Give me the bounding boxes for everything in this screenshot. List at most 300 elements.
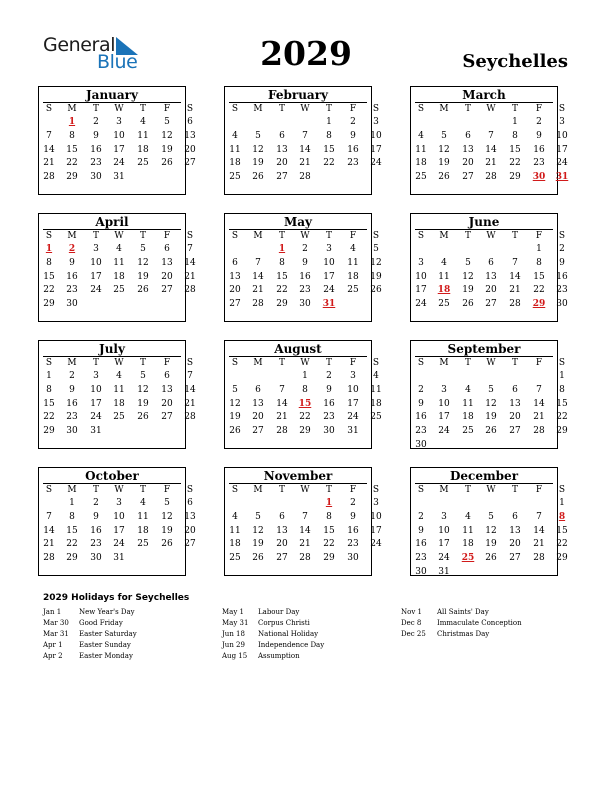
- month-march: [410, 86, 569, 195]
- weekday-header: [411, 357, 566, 369]
- weekday-label: S: [417, 485, 425, 495]
- day-cell: 20: [462, 158, 474, 169]
- holiday-name: Christmas Day: [437, 630, 490, 638]
- day-cell: 26: [485, 553, 497, 564]
- day-cell: 24: [438, 426, 450, 437]
- day-cell: 7: [302, 511, 308, 522]
- day-cell: 13: [161, 384, 173, 395]
- weekday-label: F: [349, 485, 357, 495]
- month-title: August: [274, 342, 322, 356]
- weekday-label: S: [417, 104, 425, 114]
- day-cell: 31: [90, 426, 102, 437]
- day-cell: 14: [43, 144, 55, 155]
- day-cell: 2: [93, 498, 99, 508]
- day-cell: 17: [113, 525, 125, 536]
- weekday-label: W: [300, 358, 310, 368]
- day-cell: 18: [137, 144, 149, 155]
- day-cell: 10: [323, 257, 335, 268]
- holiday-day-cell: 1: [278, 244, 286, 254]
- day-cell: 15: [43, 398, 55, 409]
- holiday-date: Mar 31: [43, 630, 69, 638]
- day-cell: 26: [252, 553, 264, 564]
- holiday-name: National Holiday: [258, 630, 319, 638]
- day-cell: 17: [347, 398, 359, 409]
- weekday-label: S: [558, 485, 566, 495]
- day-cell: 18: [370, 398, 382, 409]
- month-title: December: [449, 469, 519, 483]
- day-cell: 15: [323, 144, 335, 155]
- day-cell: 9: [93, 511, 99, 522]
- weekday-label: M: [253, 104, 263, 114]
- day-cell: 2: [559, 244, 565, 254]
- weekday-label: W: [300, 485, 310, 495]
- day-cell: 26: [161, 539, 173, 550]
- weekday-header: [225, 103, 380, 115]
- day-cell: 16: [66, 271, 78, 282]
- day-cell: 16: [66, 398, 78, 409]
- weekday-label: M: [67, 485, 77, 495]
- holiday-date: Apr 2: [43, 652, 63, 660]
- holiday-name: Independence Day: [258, 641, 325, 649]
- day-cell: 5: [140, 244, 146, 254]
- day-cell: 7: [536, 384, 542, 395]
- day-cell: 2: [69, 371, 75, 381]
- day-cell: 28: [43, 553, 55, 564]
- day-cell: 28: [533, 553, 545, 564]
- day-cell: 17: [370, 144, 382, 155]
- day-cell: 25: [113, 412, 125, 423]
- day-cell: 20: [184, 525, 196, 536]
- day-cell: 30: [556, 299, 568, 310]
- holiday-date: May 31: [222, 619, 249, 627]
- day-cell: 3: [93, 371, 99, 381]
- day-cell: 24: [347, 412, 359, 423]
- day-cell: 2: [418, 384, 424, 395]
- day-cell: 17: [90, 398, 102, 409]
- day-cell: 24: [370, 539, 382, 550]
- day-cell: 20: [161, 271, 173, 282]
- day-cell: 5: [441, 130, 447, 141]
- day-cell: 6: [512, 511, 518, 522]
- day-cell: 20: [509, 539, 521, 550]
- country-name: Seychelles: [462, 51, 568, 72]
- day-cell: 22: [323, 158, 335, 169]
- weekday-label: W: [114, 231, 124, 241]
- weekday-label: S: [231, 104, 239, 114]
- day-cell: 2: [536, 117, 542, 127]
- day-cell: 3: [350, 371, 356, 381]
- day-cell: 24: [556, 158, 568, 169]
- day-cell: 30: [415, 440, 427, 450]
- weekday-label: T: [92, 104, 99, 114]
- month-title: March: [462, 88, 506, 102]
- weekday-label: T: [325, 104, 332, 114]
- day-cell: 4: [140, 498, 146, 508]
- day-cell: 22: [556, 539, 568, 550]
- day-cell: 15: [556, 398, 568, 409]
- weekday-label: S: [558, 104, 566, 114]
- weekday-label: F: [163, 485, 171, 495]
- holiday-day-cell: 30: [532, 172, 546, 183]
- day-cell: 19: [252, 158, 264, 169]
- month-february: [224, 86, 382, 195]
- day-cell: 5: [164, 498, 170, 508]
- day-cell: 26: [370, 285, 382, 296]
- day-cell: 2: [350, 117, 356, 127]
- day-cell: 12: [462, 271, 474, 282]
- day-cell: 11: [347, 257, 359, 268]
- weekday-label: S: [372, 358, 380, 368]
- day-cell: 14: [184, 257, 196, 268]
- day-cell: 17: [556, 144, 568, 155]
- day-cell: 13: [462, 144, 474, 155]
- day-cell: 3: [441, 511, 447, 522]
- holiday-name: All Saints' Day: [437, 608, 489, 616]
- day-cell: 2: [302, 244, 308, 254]
- day-cell: 6: [164, 244, 170, 254]
- month-january: [38, 86, 196, 195]
- day-cell: 6: [512, 384, 518, 395]
- day-cell: 13: [509, 525, 521, 536]
- day-cell: 21: [533, 539, 545, 550]
- day-cell: 21: [299, 158, 311, 169]
- day-cell: 13: [509, 398, 521, 409]
- day-cell: 23: [415, 426, 427, 437]
- day-cell: 17: [323, 271, 335, 282]
- day-cell: 29: [43, 299, 55, 310]
- day-cell: 21: [43, 539, 55, 550]
- day-cell: 22: [43, 412, 55, 423]
- weekday-label: F: [535, 104, 543, 114]
- day-cell: 16: [347, 525, 359, 536]
- weekday-label: T: [325, 231, 332, 241]
- weekday-label: T: [139, 104, 146, 114]
- day-cell: 15: [66, 144, 78, 155]
- day-cell: 19: [252, 539, 264, 550]
- holiday-date: Nov 1: [401, 608, 422, 616]
- day-cell: 30: [347, 553, 359, 564]
- holiday-date: Jan 1: [43, 608, 62, 616]
- weekday-label: M: [439, 231, 449, 241]
- weekday-label: T: [464, 485, 471, 495]
- holiday-name: Immaculate Conception: [437, 619, 522, 627]
- month-title: June: [468, 215, 500, 229]
- day-cell: 12: [137, 384, 149, 395]
- day-cell: 27: [161, 412, 173, 423]
- weekday-label: M: [67, 358, 77, 368]
- holiday-name: Good Friday: [79, 619, 123, 627]
- month-title: September: [447, 342, 521, 356]
- day-cell: 16: [556, 271, 568, 282]
- weekday-label: W: [114, 358, 124, 368]
- weekday-label: S: [231, 231, 239, 241]
- day-cell: 3: [373, 498, 379, 508]
- day-cell: 10: [113, 511, 125, 522]
- day-cell: 24: [370, 158, 382, 169]
- day-cell: 21: [184, 398, 196, 409]
- day-cell: 20: [276, 539, 288, 550]
- day-cell: 11: [462, 525, 474, 536]
- day-cell: 18: [347, 271, 359, 282]
- day-cell: 30: [90, 553, 102, 564]
- day-cell: 14: [509, 271, 521, 282]
- day-cell: 8: [536, 257, 542, 268]
- day-cell: 14: [533, 398, 545, 409]
- day-cell: 9: [350, 130, 356, 141]
- day-cell: 10: [370, 511, 382, 522]
- weekday-label: S: [45, 358, 53, 368]
- holiday-day-cell: 18: [437, 285, 451, 296]
- day-cell: 24: [113, 158, 125, 169]
- weekday-label: W: [300, 231, 310, 241]
- day-cell: 12: [229, 398, 241, 409]
- day-cell: 24: [438, 553, 450, 564]
- day-cell: 13: [276, 144, 288, 155]
- day-cell: 17: [438, 412, 450, 423]
- day-cell: 23: [66, 285, 78, 296]
- day-cell: 16: [323, 398, 335, 409]
- day-cell: 26: [137, 412, 149, 423]
- day-cell: 8: [279, 257, 285, 268]
- weekday-header: [225, 484, 380, 496]
- day-cell: 5: [488, 384, 494, 395]
- day-cell: 26: [438, 172, 450, 183]
- month-july: [38, 340, 196, 449]
- day-cell: 8: [46, 257, 52, 268]
- day-cell: 15: [276, 271, 288, 282]
- day-cell: 18: [462, 539, 474, 550]
- day-cell: 6: [187, 117, 193, 127]
- day-cell: 30: [299, 299, 311, 310]
- weekday-label: F: [349, 104, 357, 114]
- day-cell: 22: [43, 285, 55, 296]
- day-cell: 9: [93, 130, 99, 141]
- weekday-label: S: [372, 104, 380, 114]
- day-cell: 26: [229, 426, 241, 437]
- weekday-label: W: [300, 104, 310, 114]
- weekday-label: T: [92, 231, 99, 241]
- day-cell: 1: [512, 117, 518, 127]
- day-cell: 10: [370, 130, 382, 141]
- weekday-label: S: [417, 358, 425, 368]
- day-cell: 19: [485, 412, 497, 423]
- day-cell: 5: [232, 384, 238, 395]
- day-cell: 8: [559, 384, 565, 395]
- day-cell: 17: [113, 144, 125, 155]
- month-title: April: [95, 215, 129, 229]
- day-cell: 14: [299, 144, 311, 155]
- day-cell: 10: [438, 398, 450, 409]
- weekday-header: [411, 103, 566, 115]
- holiday-day-cell: 31: [322, 299, 336, 310]
- day-cell: 19: [462, 285, 474, 296]
- day-cell: 21: [533, 412, 545, 423]
- weekday-label: W: [114, 104, 124, 114]
- day-cell: 18: [415, 158, 427, 169]
- day-cell: 24: [415, 299, 427, 310]
- day-cell: 5: [255, 511, 261, 522]
- weekday-label: S: [186, 231, 194, 241]
- day-cell: 25: [462, 426, 474, 437]
- day-cell: 27: [509, 553, 521, 564]
- day-cell: 21: [485, 158, 497, 169]
- holiday-day-cell: 1: [45, 244, 53, 254]
- weekday-label: T: [325, 485, 332, 495]
- holiday-day-cell: 31: [555, 172, 569, 183]
- day-cell: 23: [533, 158, 545, 169]
- day-cell: 25: [347, 285, 359, 296]
- weekday-label: S: [372, 485, 380, 495]
- weekday-label: S: [417, 231, 425, 241]
- weekday-label: T: [464, 358, 471, 368]
- day-cell: 9: [418, 398, 424, 409]
- day-cell: 21: [276, 412, 288, 423]
- day-cell: 14: [184, 384, 196, 395]
- weekday-header: [225, 357, 380, 369]
- day-cell: 23: [90, 539, 102, 550]
- holiday-day-cell: 29: [532, 299, 546, 310]
- weekday-label: T: [139, 358, 146, 368]
- weekday-label: M: [253, 485, 263, 495]
- weekday-label: F: [163, 231, 171, 241]
- day-cell: 9: [559, 257, 565, 268]
- day-cell: 29: [509, 172, 521, 183]
- month-november: [224, 467, 382, 576]
- day-cell: 25: [137, 539, 149, 550]
- day-cell: 25: [113, 285, 125, 296]
- holiday-date: Jun 29: [222, 641, 245, 649]
- day-cell: 18: [113, 398, 125, 409]
- day-cell: 1: [46, 371, 52, 381]
- month-title: May: [283, 215, 313, 229]
- day-cell: 27: [184, 158, 196, 169]
- day-cell: 31: [113, 553, 125, 564]
- weekday-label: T: [139, 485, 146, 495]
- day-cell: 9: [326, 384, 332, 395]
- day-cell: 11: [229, 144, 241, 155]
- day-cell: 8: [46, 384, 52, 395]
- holiday-day-cell: 1: [325, 498, 333, 508]
- day-cell: 11: [370, 384, 382, 395]
- weekday-label: F: [349, 358, 357, 368]
- day-cell: 14: [485, 144, 497, 155]
- day-cell: 14: [533, 525, 545, 536]
- logo-word-blue: Blue: [97, 51, 138, 73]
- day-cell: 7: [536, 511, 542, 522]
- day-cell: 16: [90, 144, 102, 155]
- day-cell: 19: [485, 539, 497, 550]
- day-cell: 29: [66, 172, 78, 183]
- day-cell: 21: [299, 539, 311, 550]
- weekday-label: T: [278, 231, 285, 241]
- day-cell: 21: [43, 158, 55, 169]
- day-cell: 11: [462, 398, 474, 409]
- day-cell: 4: [373, 371, 379, 381]
- day-cell: 31: [347, 426, 359, 437]
- day-cell: 20: [485, 285, 497, 296]
- day-cell: 25: [229, 172, 241, 183]
- day-cell: 8: [512, 130, 518, 141]
- weekday-label: M: [253, 231, 263, 241]
- day-cell: 13: [485, 271, 497, 282]
- weekday-header: [39, 357, 194, 369]
- day-cell: 23: [299, 285, 311, 296]
- holiday-name: New Year's Day: [79, 608, 135, 616]
- day-cell: 17: [415, 285, 427, 296]
- day-cell: 10: [347, 384, 359, 395]
- day-cell: 1: [69, 498, 75, 508]
- day-cell: 14: [252, 271, 264, 282]
- holiday-name: Easter Monday: [79, 652, 133, 660]
- day-cell: 24: [113, 539, 125, 550]
- day-cell: 26: [462, 299, 474, 310]
- day-cell: 28: [533, 426, 545, 437]
- day-cell: 2: [418, 511, 424, 522]
- day-cell: 13: [276, 525, 288, 536]
- month-title: October: [85, 469, 139, 483]
- day-cell: 3: [373, 117, 379, 127]
- day-cell: 10: [113, 130, 125, 141]
- day-cell: 6: [232, 257, 238, 268]
- day-cell: 27: [462, 172, 474, 183]
- weekday-header: [411, 230, 566, 242]
- month-title: November: [263, 469, 333, 483]
- holiday-date: May 1: [222, 608, 244, 616]
- weekday-label: T: [464, 231, 471, 241]
- day-cell: 27: [509, 426, 521, 437]
- day-cell: 12: [485, 398, 497, 409]
- weekday-header: [225, 230, 380, 242]
- day-cell: 28: [184, 285, 196, 296]
- weekday-header: [39, 103, 194, 115]
- day-cell: 7: [279, 384, 285, 395]
- weekday-label: T: [278, 358, 285, 368]
- day-cell: 11: [415, 144, 427, 155]
- weekday-label: T: [92, 358, 99, 368]
- weekday-label: W: [486, 485, 496, 495]
- day-cell: 7: [187, 244, 193, 254]
- day-cell: 6: [164, 371, 170, 381]
- day-cell: 5: [488, 511, 494, 522]
- day-cell: 4: [232, 511, 238, 522]
- day-cell: 22: [533, 285, 545, 296]
- day-cell: 20: [252, 412, 264, 423]
- day-cell: 28: [299, 172, 311, 183]
- day-cell: 4: [140, 117, 146, 127]
- holiday-day-cell: 15: [298, 398, 312, 409]
- day-cell: 15: [533, 271, 545, 282]
- holiday-date: Mar 30: [43, 619, 69, 627]
- month-title: July: [99, 342, 125, 356]
- day-cell: 27: [252, 426, 264, 437]
- weekday-label: M: [67, 104, 77, 114]
- day-cell: 22: [66, 539, 78, 550]
- weekday-label: S: [186, 485, 194, 495]
- day-cell: 15: [66, 525, 78, 536]
- day-cell: 16: [299, 271, 311, 282]
- day-cell: 4: [116, 244, 122, 254]
- day-cell: 30: [66, 426, 78, 437]
- day-cell: 14: [299, 525, 311, 536]
- day-cell: 14: [276, 398, 288, 409]
- general-blue-logo: [43, 34, 143, 72]
- day-cell: 6: [279, 130, 285, 141]
- day-cell: 10: [415, 271, 427, 282]
- day-cell: 5: [465, 257, 471, 268]
- day-cell: 20: [161, 398, 173, 409]
- day-cell: 1: [559, 371, 565, 381]
- day-cell: 4: [465, 384, 471, 395]
